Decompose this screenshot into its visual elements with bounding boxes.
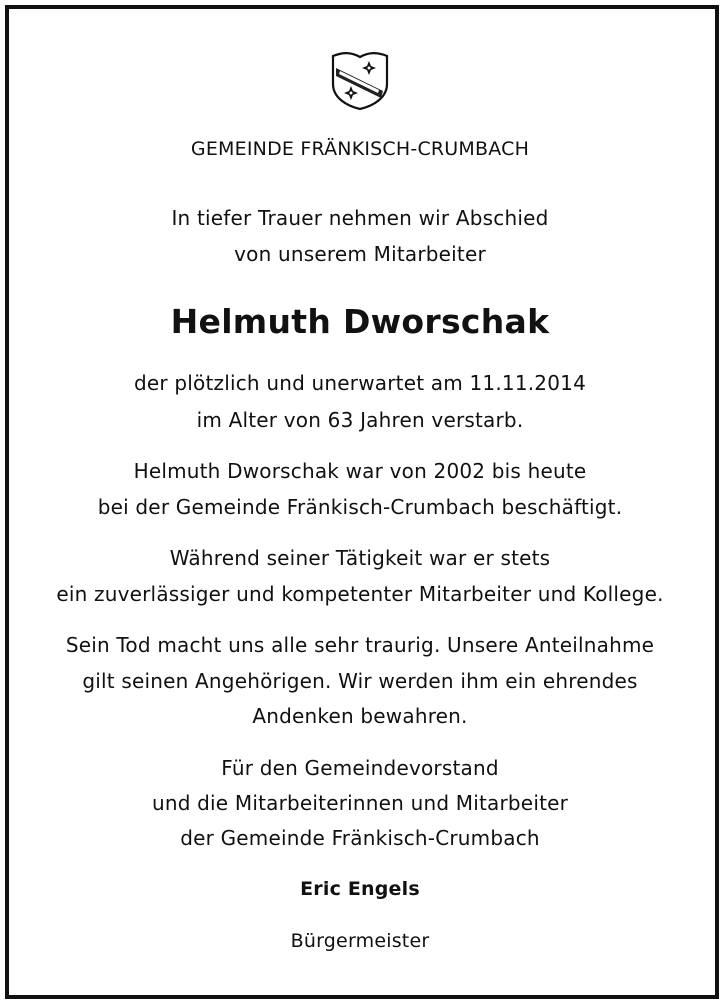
employment-line-1: Helmuth Dworschak war von 2002 bis heute bbox=[133, 459, 587, 483]
condolence-line-1: Sein Tod macht uns alle sehr traurig. Unsere Anteilnahme bbox=[65, 633, 655, 657]
deceased-name: Helmuth Dworschak bbox=[170, 302, 550, 341]
condolence-line-3: Andenken bewahren. bbox=[252, 704, 468, 728]
tribute-line-1: Während seiner Tätigkeit war er stets bbox=[169, 546, 551, 570]
employment-line-2: bei der Gemeinde Fränkisch-Crumbach beschäftigt. bbox=[97, 495, 623, 519]
on-behalf-line-2: und die Mitarbeiterinnen und Mitarbeiter bbox=[151, 791, 569, 815]
condolence-line-2: gilt seinen Angehörigen. Wir werden ihm ein ehrendes bbox=[82, 669, 638, 693]
on-behalf-line-3: der Gemeinde Fränkisch-Crumbach bbox=[180, 826, 540, 850]
signatory-name: Eric Engels bbox=[300, 878, 420, 900]
tribute-line-2: ein zuverlässiger und kompetenter Mitarbeiter und Kollege. bbox=[56, 582, 664, 606]
intro-line-2: von unserem Mitarbeiter bbox=[234, 242, 486, 266]
death-line-1: der plötzlich und unerwartet am 11.11.2014 bbox=[133, 371, 587, 395]
coat-of-arms-icon bbox=[329, 48, 391, 110]
signatory-title: Bürgermeister bbox=[290, 930, 430, 952]
death-line-2: im Alter von 63 Jahren verstarb. bbox=[196, 408, 524, 432]
municipality-heading: GEMEINDE FRÄNKISCH-CRUMBACH bbox=[190, 138, 530, 160]
on-behalf-line-1: Für den Gemeindevorstand bbox=[221, 756, 499, 780]
intro-line-1: In tiefer Trauer nehmen wir Abschied bbox=[171, 206, 549, 230]
